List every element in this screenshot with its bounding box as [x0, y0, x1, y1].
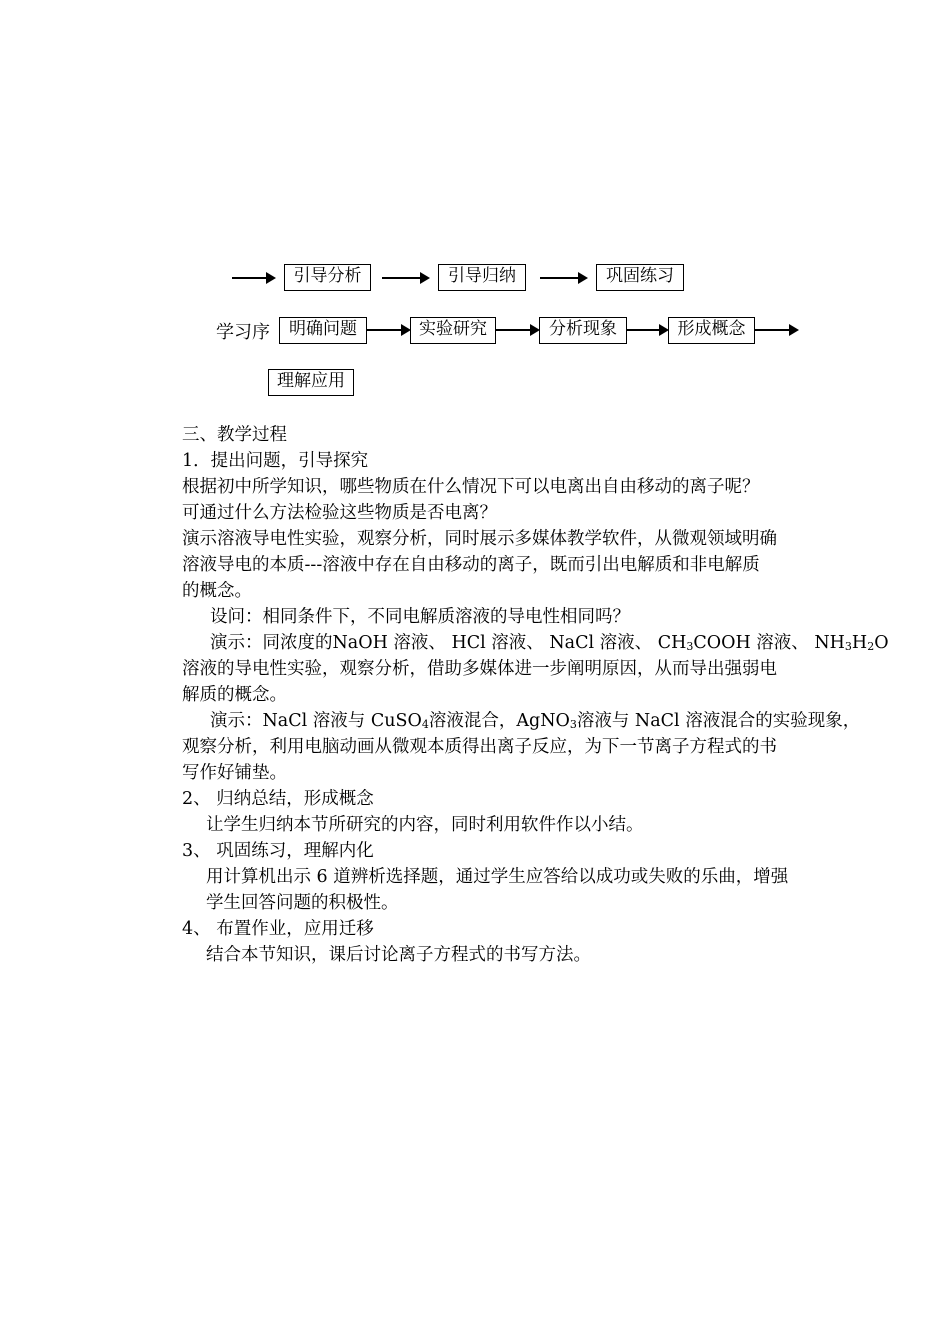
- paragraph-line: 溶液的导电性实验，观察分析，借助多媒体进一步阐明原因，从而导出强弱电: [182, 659, 777, 679]
- paragraph-line: 的概念。: [182, 581, 252, 601]
- flow-box-define-question: 明确问题: [279, 317, 367, 344]
- flow-box-guide-induction: 引导归纳: [438, 264, 526, 291]
- flow-arrow: [627, 329, 667, 331]
- section-heading: 三、教学过程: [182, 425, 287, 445]
- paragraph-line: 演示溶液导电性实验，观察分析，同时展示多媒体教学软件，从微观领域明确: [182, 529, 777, 549]
- flow-arrow: [367, 329, 409, 331]
- question-line: 设问：相同条件下，不同电解质溶液的导电性相同吗？: [210, 607, 630, 627]
- flow-row-label: 学习序: [216, 322, 270, 343]
- flow-arrow: [755, 329, 797, 331]
- flow-arrow: [382, 277, 428, 279]
- paragraph-line: 根据初中所学知识，哪些物质在什么情况下可以电离出自由移动的离子呢？: [182, 477, 760, 497]
- paragraph-line: 可通过什么方法检验这些物质是否电离？: [182, 503, 497, 523]
- paragraph-line: 学生回答问题的积极性。: [206, 893, 399, 913]
- flow-arrow: [232, 277, 274, 279]
- paragraph-line: 写作好铺垫。: [182, 763, 287, 783]
- paragraph-line: 解质的概念。: [182, 685, 287, 705]
- step-4-title: 4、 布置作业，应用迁移: [182, 919, 374, 939]
- flow-box-experiment: 实验研究: [410, 317, 496, 344]
- teaching-process: [182, 422, 889, 968]
- step-2-title: 2、 归纳总结，形成概念: [182, 789, 374, 809]
- flow-box-form-concept: 形成概念: [668, 317, 755, 344]
- step-1-title: 1．提出问题，引导探究: [182, 451, 369, 471]
- paragraph-line: 溶液导电的本质---溶液中存在自由移动的离子，既而引出电解质和非电解质: [182, 555, 760, 575]
- step-3-title: 3、 巩固练习，理解内化: [182, 841, 374, 861]
- flow-box-consolidate-practice: 巩固练习: [596, 264, 684, 291]
- flow-box-guide-analysis: 引导分析: [284, 264, 371, 291]
- flow-box-analyze: 分析现象: [539, 317, 627, 344]
- paragraph-line: 结合本节知识，课后讨论离子方程式的书写方法。: [206, 945, 591, 965]
- flow-box-understand-apply: 理解应用: [268, 369, 354, 396]
- paragraph-line: 让学生归纳本节所研究的内容，同时利用软件作以小结。: [206, 815, 644, 835]
- paragraph-line: 用计算机出示 6 道辨析选择题，通过学生应答给以成功或失败的乐曲，增强: [206, 867, 789, 887]
- flow-arrow: [496, 329, 538, 331]
- demo-line: 演示：NaCl 溶液与 CuSO$_4$溶液混合，AgNO$_3$溶液与 NaCl 溶液混合的实验现象，: [210, 711, 861, 731]
- paragraph-line: 观察分析，利用电脑动画从微观本质得出离子反应，为下一节离子方程式的书: [182, 737, 777, 757]
- flow-arrow: [540, 277, 586, 279]
- demo-line: 演示：同浓度的NaOH 溶液、 HCl 溶液、 NaCl 溶液、 $CH_3COOH$ 溶液、 $NH_3H_2O$: [210, 633, 889, 653]
